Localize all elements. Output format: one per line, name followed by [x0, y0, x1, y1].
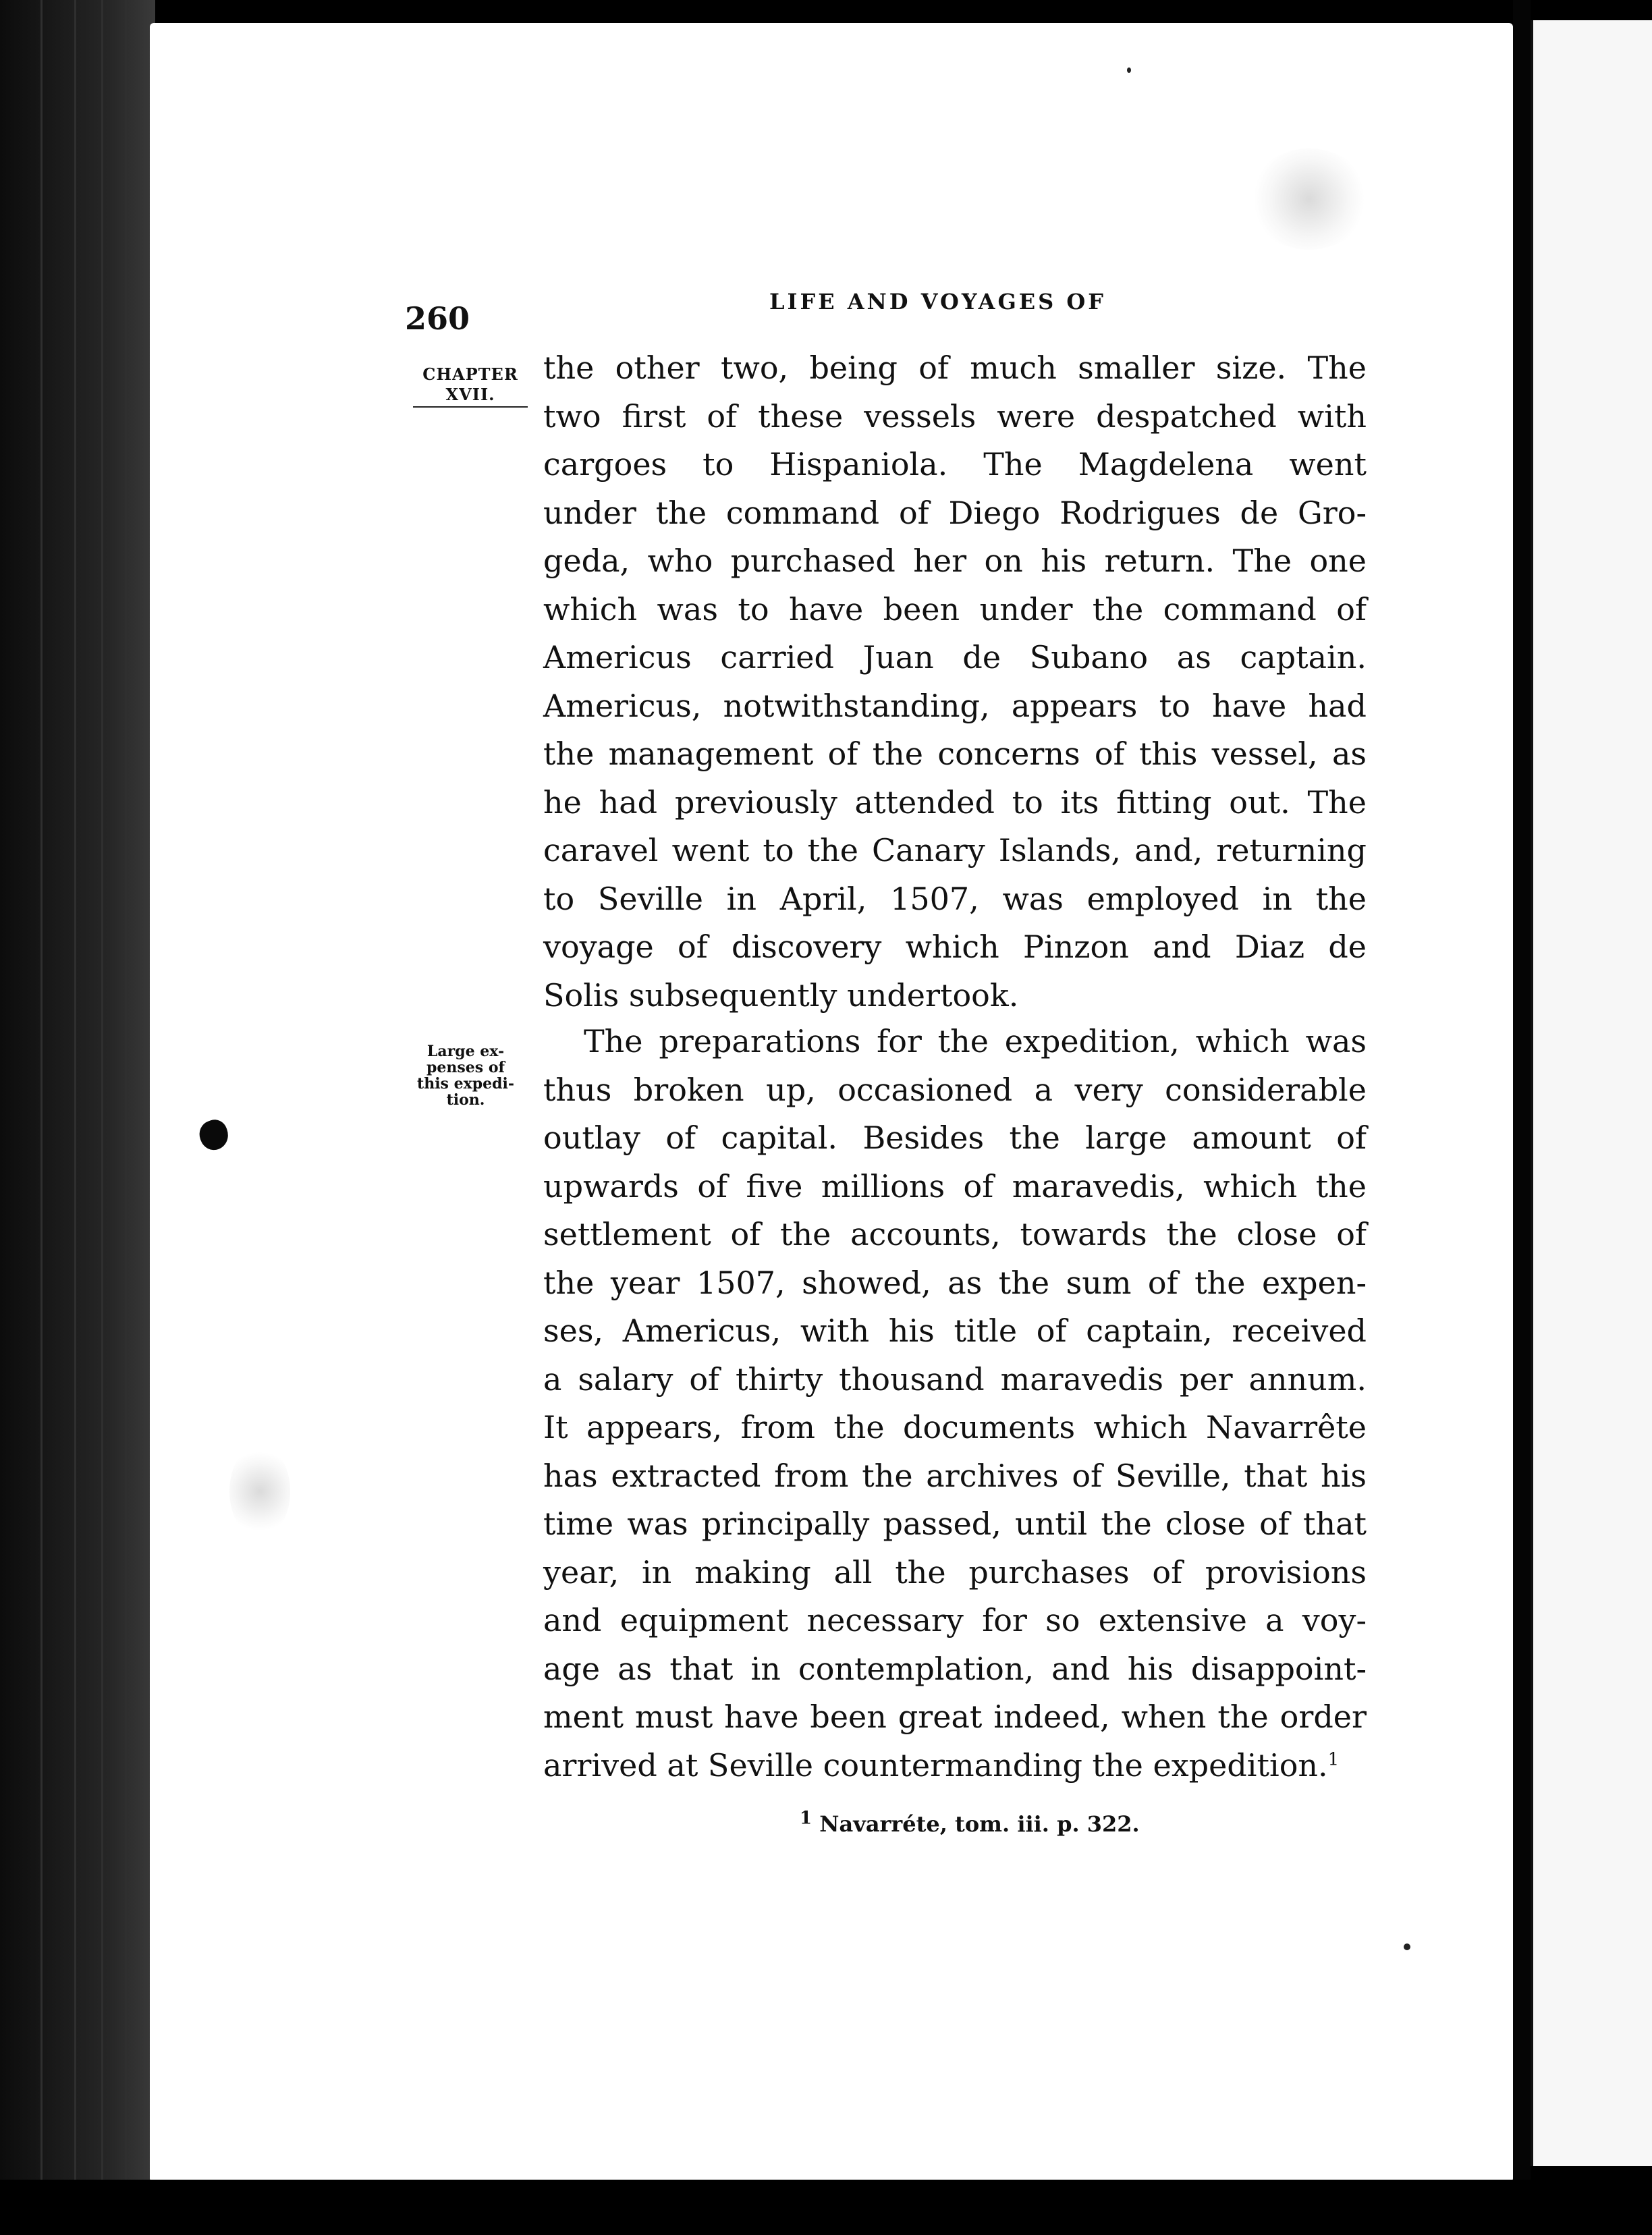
text-line: The preparations for the expedition, which was — [584, 1023, 1367, 1059]
speck — [1127, 67, 1131, 73]
text-line: ment must have been great indeed, when the order — [543, 1699, 1367, 1735]
speck — [1404, 1943, 1410, 1950]
text-line: Americus, notwithstanding, appears to have had — [543, 687, 1367, 724]
text-line: ses, Americus, with his title of captain, received — [543, 1313, 1367, 1349]
paragraph-2 — [543, 1018, 1367, 1790]
side-note — [398, 1043, 533, 1108]
text-line: he had previously attended to its fitting out. The — [543, 783, 1367, 821]
page-edge-line — [125, 0, 127, 2235]
footnote-text: Navarréte, tom. iii. p. 322. — [819, 1811, 1140, 1837]
text-line: time was principally passed, until the close of that — [543, 1506, 1367, 1542]
text-line: voyage of discovery which Pinzon and Diaz de — [543, 929, 1367, 965]
side-note-line: tion. — [446, 1091, 485, 1109]
text-line: settlement of the accounts, towards the close of — [543, 1216, 1367, 1252]
text-line: cargoes to Hispaniola. The Magdelena went — [543, 446, 1367, 482]
stain — [1248, 148, 1370, 250]
chapter-rule — [413, 406, 528, 408]
page-edge-line — [101, 0, 103, 2235]
text-line: the other two, being of much smaller size. The — [543, 350, 1367, 386]
footnote-reference[interactable]: 1 — [1327, 1749, 1340, 1770]
side-note-line: this expedi- — [417, 1075, 514, 1093]
running-head: LIFE AND VOYAGES OF — [769, 289, 1107, 314]
text-line: the year 1507, showed, as the sum of the expen- — [543, 1264, 1367, 1301]
text-line: geda, who purchased her on his return. The one — [543, 543, 1367, 579]
text-line-final — [543, 1742, 1367, 1790]
footnote — [800, 1808, 1140, 1837]
text-line: age as that in contemplation, and his disappoint- — [543, 1650, 1367, 1687]
text-line: year, in making all the purchases of provisions — [543, 1553, 1367, 1591]
scan-bottom-border — [0, 2180, 1652, 2235]
text-line: has extracted from the archives of Seville, that his — [543, 1457, 1367, 1494]
text-line: two first of these vessels were despatched with — [543, 397, 1367, 435]
next-page-sliver — [1531, 20, 1652, 2166]
text-line: It appears, from the documents which Navarrête — [543, 1409, 1367, 1445]
page-gutter — [1513, 0, 1531, 2235]
book-spine-edge — [0, 0, 155, 2235]
page-edge-line — [40, 0, 43, 2235]
text-line: under the command of Diego Rodrigues de Gro- — [543, 494, 1367, 531]
text-line: and equipment necessary for so extensive a voy- — [543, 1602, 1367, 1638]
stain — [229, 1444, 290, 1539]
text-line: which was to have been under the command of — [543, 590, 1367, 628]
text-line: Americus carried Juan de Subano as captain. — [543, 639, 1367, 675]
chapter-label: CHAPTER — [422, 364, 518, 384]
text-line: caravel went to the Canary Islands, and, returning — [543, 832, 1367, 868]
text-line: upwards of five millions of maravedis, which the — [543, 1167, 1367, 1205]
text-line: outlay of capital. Besides the large amount of — [543, 1120, 1367, 1156]
text-line: thus broken up, occasioned a very considerable — [543, 1071, 1367, 1108]
side-note-line: penses of — [426, 1059, 505, 1076]
footnote-marker: 1 — [800, 1808, 813, 1829]
chapter-marker — [413, 364, 528, 408]
text-line: Solis subsequently undertook. — [543, 976, 1019, 1014]
page-number: 260 — [405, 300, 470, 337]
text-line: the management of the concerns of this vessel, as — [543, 736, 1367, 772]
text-line: a salary of thirty thousand maravedis per annum. — [543, 1360, 1367, 1398]
paragraph-1 — [543, 344, 1367, 1020]
side-note-line: Large ex- — [426, 1043, 505, 1060]
page-edge-line — [74, 0, 76, 2235]
chapter-number: XVII. — [445, 385, 495, 404]
text-line: to Seville in April, 1507, was employed in the — [543, 880, 1367, 917]
text-line: arrived at Seville countermanding the expedition. — [543, 1746, 1328, 1784]
